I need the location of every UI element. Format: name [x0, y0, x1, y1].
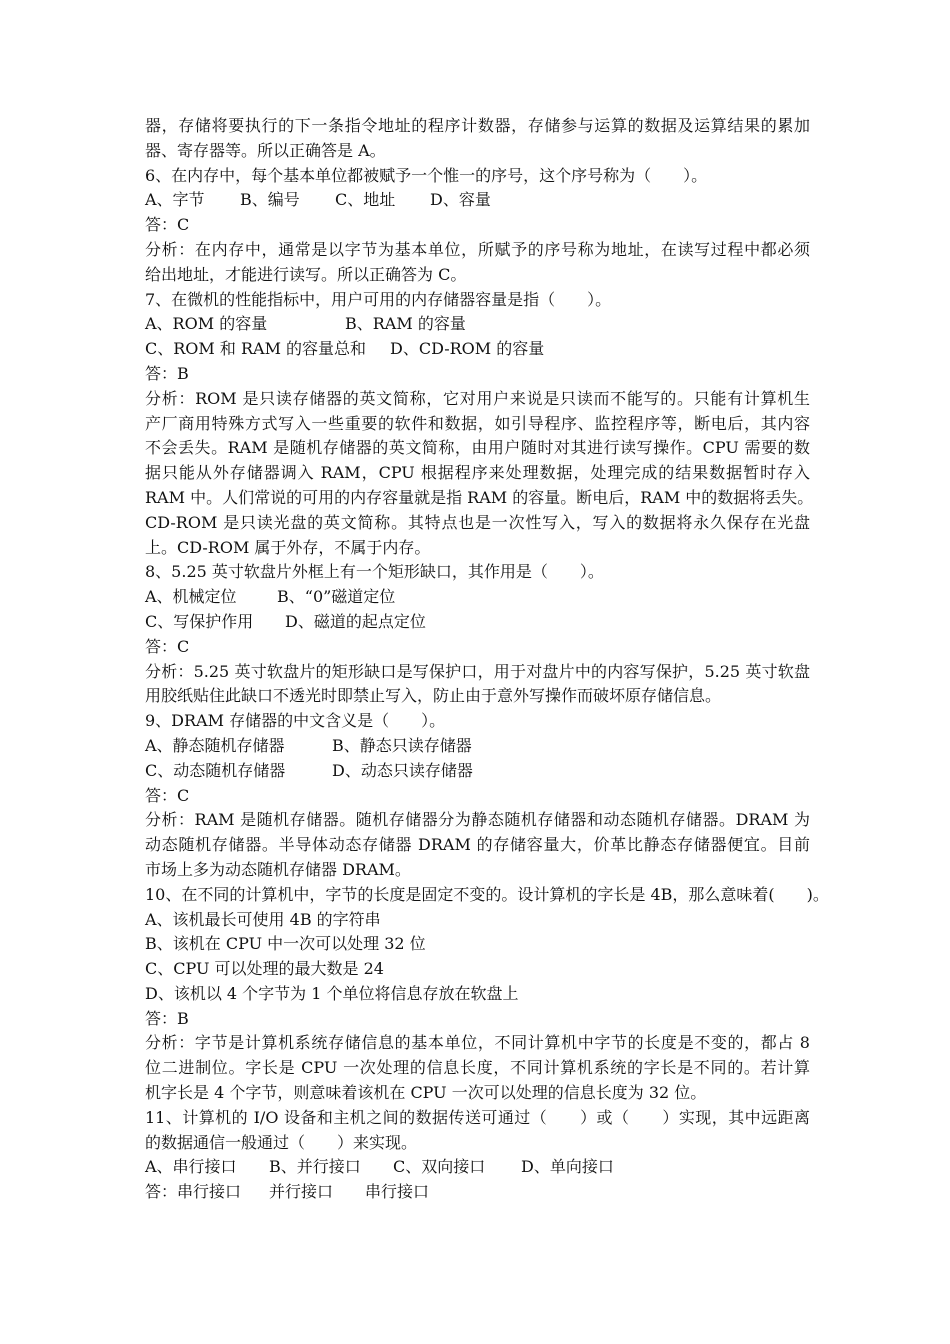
text-line: 9、DRAM 存储器的中文含义是（ ）。 [145, 711, 446, 731]
text-line: 机字长是 4 个字节，则意味着该机在 CPU 一次可以处理的信息长度为 32 位。 [145, 1083, 707, 1103]
text-line: 产厂商用特殊方式写入一些重要的软件和数据，如引导程序、监控程序等，断电后，其内容 [145, 413, 810, 433]
text-line: 上。CD-ROM 属于外存，不属于内存。 [145, 537, 431, 557]
text-line: 分析：字节是计算机系统存储信息的基本单位，不同计算机中字节的长度是不变的，都占 8 [145, 1033, 810, 1053]
option-line [145, 337, 810, 362]
option-line [145, 759, 810, 784]
text-line: 答：B [145, 363, 189, 383]
option-text: B、静态只读存储器 [332, 735, 472, 755]
option-text: A、字节 [145, 190, 205, 210]
option-text: 串行接口 [365, 1182, 430, 1202]
option-text: C、写保护作用 [145, 611, 254, 631]
option-text: D、磁道的起点定位 [285, 611, 426, 631]
text-line: 分析：ROM 是只读存储器的英文简称，它对用户来说是只读而不能写的。只能有计算机生 [145, 388, 810, 408]
option-text: 并行接口 [269, 1182, 334, 1202]
option-text: B、RAM 的容量 [345, 314, 466, 334]
option-text: D、动态只读存储器 [332, 760, 473, 780]
text-line: 10、在不同的计算机中，字节的长度是固定不变的。设计算机的字长是 4B，那么意味着( )。 [145, 884, 829, 904]
text-line: C、CPU 可以处理的最大数是 24 [145, 959, 384, 979]
option-line [145, 312, 810, 337]
option-text: A、机械定位 [145, 587, 237, 607]
option-text: C、双向接口 [393, 1157, 486, 1177]
option-line [145, 734, 810, 759]
option-text: B、并行接口 [269, 1157, 361, 1177]
text-line: 不会丢失。RAM 是随机存储器的英文简称，由用户随时对其进行读写操作。CPU 需要的数 [145, 438, 810, 458]
text-line: 用胶纸贴住此缺口不透光时即禁止写入，防止由于意外写操作而破坏原存储信息。 [145, 686, 722, 706]
text-line: 分析：在内存中，通常是以字节为基本单位，所赋予的序号称为地址，在读写过程中都必须 [145, 239, 810, 259]
option-text: B、“0”磁道定位 [277, 587, 396, 607]
option-line [145, 1155, 810, 1180]
option-line [145, 610, 810, 635]
document-body [145, 114, 829, 1205]
text-line: 器，存储将要执行的下一条指令地址的程序计数器，存储参与运算的数据及运算结果的累加 [145, 116, 810, 135]
option-text: A、ROM 的容量 [145, 314, 268, 334]
text-line: 据只能从外存储器调入 RAM，CPU 根据程序来处理数据，处理完成的结果数据暂时存入 [145, 463, 810, 483]
option-text: A、串行接口 [145, 1157, 237, 1177]
option-text: D、CD-ROM 的容量 [390, 339, 545, 359]
text-line: 动态随机存储器。半导体动态存储器 DRAM 的存储容量大，价革比静态存储器便宜。目前 [145, 835, 810, 855]
text-line: RAM 中。人们常说的可用的内存容量就是指 RAM 的容量。断电后，RAM 中的数据将丢失。 [145, 487, 814, 507]
text-line: 6、在内存中，每个基本单位都被赋予一个惟一的序号，这个序号称为（ ）。 [145, 165, 708, 185]
text-line: 8、5.25 英寸软盘片外框上有一个矩形缺口，其作用是（ ）。 [145, 562, 604, 582]
option-text: D、容量 [430, 190, 491, 210]
option-text: C、地址 [335, 190, 396, 210]
text-line: 市场上多为动态随机存储器 DRAM。 [145, 859, 411, 879]
text-line: 答：C [145, 215, 190, 235]
text-line: 答：C [145, 785, 190, 805]
option-line [145, 585, 810, 610]
text-line: 11、计算机的 I/O 设备和主机之间的数据传送可通过（ ）或（ ）实现，其中远距离 [145, 1107, 810, 1127]
text-line: 分析：RAM 是随机存储器。随机存储器分为静态随机存储器和动态随机存储器。DRAM 为 [145, 810, 810, 830]
option-text: 答：串行接口 [145, 1182, 242, 1202]
option-text: D、单向接口 [521, 1157, 614, 1177]
text-line: B、该机在 CPU 中一次可以处理 32 位 [145, 934, 426, 954]
option-text: C、ROM 和 RAM 的容量总和 [145, 339, 367, 359]
text-line: 分析：5.25 英寸软盘片的矩形缺口是写保护口，用于对盘片中的内容写保护，5.25 英寸软盘 [145, 661, 810, 681]
text-line: 器、寄存器等。所以正确答是 A。 [145, 140, 386, 160]
text-line: 位二进制位。字长是 CPU 一次处理的信息长度，不同计算机系统的字长是不同的。若计算 [145, 1058, 810, 1078]
option-text: B、编号 [240, 190, 300, 210]
option-line [145, 1180, 810, 1205]
text-line: 答：C [145, 636, 190, 656]
option-text: C、动态随机存储器 [145, 760, 286, 780]
option-line [145, 188, 810, 213]
text-line: CD-ROM 是只读光盘的英文简称。其特点也是一次性写入，写入的数据将永久保存在光盘 [145, 512, 810, 532]
text-line: D、该机以 4 个字节为 1 个单位将信息存放在软盘上 [145, 983, 519, 1003]
text-line: 答：B [145, 1008, 189, 1028]
text-line: 7、在微机的性能指标中，用户可用的内存储器容量是指（ ）。 [145, 289, 612, 309]
text-line: 给出地址，才能进行读写。所以正确答为 C。 [145, 264, 467, 284]
text-line: A、该机最长可使用 4B 的字符串 [145, 909, 381, 929]
text-line: 的数据通信一般通过（ ）来实现。 [145, 1132, 418, 1152]
option-text: A、静态随机存储器 [145, 735, 285, 755]
